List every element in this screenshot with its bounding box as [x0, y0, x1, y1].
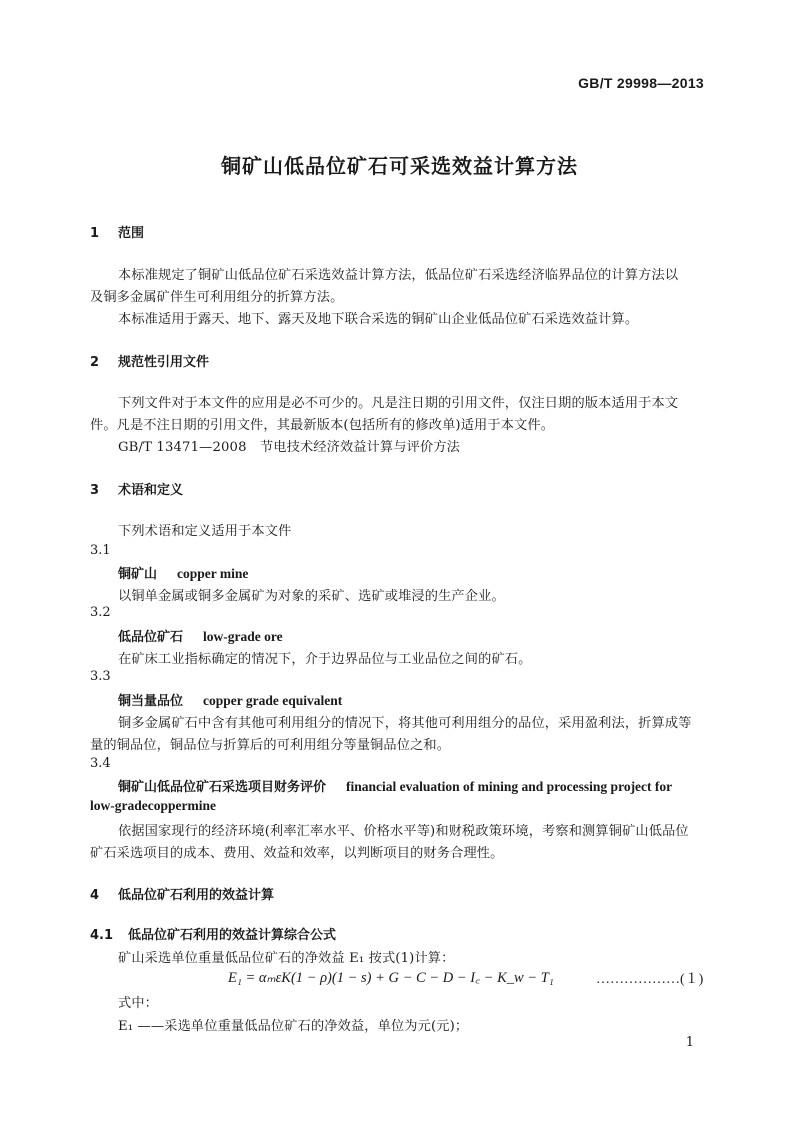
term-definition: 在矿床工业指标确定的情况下，介于边界品位与工业品位之间的矿石。 — [118, 652, 532, 667]
term-number: 3.4 — [90, 756, 111, 771]
term-heading — [118, 563, 248, 582]
terms-intro: 下列术语和定义适用于本文件 — [118, 524, 292, 539]
term-zh: 低品位矿石 — [118, 630, 184, 645]
section-heading-2 — [90, 351, 209, 370]
term-definition-line: 铜多金属矿石中含有其他可利用组分的情况下，将其他可利用组分的品位，采用盈利法，折算成等 — [118, 716, 692, 731]
formula-where: 式中： — [118, 996, 159, 1011]
term-definition: 以铜单金属或铜多金属矿为对象的采矿、选矿或堆浸的生产企业。 — [118, 589, 505, 604]
term-en: low-grade ore — [203, 629, 283, 644]
section-title: 规范性引用文件 — [118, 355, 210, 370]
term-definition-line: 量的铜品位，铜品位与折算后的可利用组分等量铜品位之和。 — [90, 738, 451, 753]
term-en-continued: low-gradecoppermine — [90, 798, 216, 813]
term-heading-continued — [90, 798, 216, 814]
section-number: 1 — [90, 226, 100, 241]
refs-paragraph-line: 件。凡是不注日期的引用文件，其最新版本(包括所有的修改单)适用于本文件。 — [90, 418, 555, 433]
formula-expression: E₁ = αₘεK(1 − ρ)(1 − s) + G − C − D − I꜀ − K_w − T₁ — [228, 970, 554, 986]
section-number: 2 — [90, 355, 100, 370]
document-title: 铜矿山低品位矿石可采选效益计算方法 — [221, 154, 578, 178]
formula-variable-definition: E₁ ——采选单位重量低品位矿石的净效益，单位为元(元)； — [118, 1019, 469, 1034]
term-en: financial evaluation of mining and processing project for — [346, 779, 673, 794]
scope-paragraph-line: 本标准规定了铜矿山低品位矿石采选效益计算方法，低品位矿石采选经济临界品位的计算方法以 — [118, 268, 679, 283]
term-number: 3.1 — [90, 543, 111, 558]
section-title: 低品位矿石利用的效益计算 — [118, 888, 275, 903]
subsection-heading-4-1 — [90, 924, 336, 943]
section-number: 4 — [90, 888, 100, 903]
term-en: copper mine — [177, 566, 249, 581]
term-definition-line: 矿石采选项目的成本、费用、效益和效率，以判断项目的财务合理性。 — [90, 846, 504, 861]
reference-document: GB/T 13471—2008 节电技术经济效益计算与评价方法 — [118, 440, 461, 455]
formula-intro: 矿山采选单位重量低品位矿石的净效益 E₁ 按式(1)计算： — [118, 951, 455, 966]
page-number: 1 — [685, 1035, 694, 1050]
term-zh: 铜矿山低品位矿石采选项目财务评价 — [118, 780, 327, 795]
term-zh: 铜矿山 — [118, 567, 158, 582]
section-title: 范围 — [118, 226, 145, 241]
term-number: 3.3 — [90, 669, 111, 684]
term-heading — [118, 776, 672, 795]
term-zh: 铜当量品位 — [118, 694, 184, 709]
scope-paragraph-line: 及铜多金属矿伴生可利用组分的折算方法。 — [90, 290, 344, 305]
section-heading-3 — [90, 479, 183, 498]
section-heading-1 — [90, 222, 144, 241]
term-en: copper grade equivalent — [203, 693, 343, 708]
term-number: 3.2 — [90, 605, 111, 620]
section-title: 低品位矿石利用的效益计算综合公式 — [128, 928, 337, 943]
section-title: 术语和定义 — [118, 483, 184, 498]
scope-paragraph: 本标准适用于露天、地下、露天及地下联合采选的铜矿山企业低品位矿石采选效益计算。 — [118, 312, 639, 327]
standard-number: GB/T 29998—2013 — [578, 75, 704, 91]
term-heading — [118, 626, 283, 645]
section-number: 4.1 — [90, 928, 114, 943]
section-number: 3 — [90, 483, 100, 498]
section-heading-4 — [90, 884, 274, 903]
refs-paragraph-line: 下列文件对于本文件的应用是必不可少的。凡是注日期的引用文件，仅注日期的版本适用于本文 — [118, 396, 679, 411]
term-heading — [118, 690, 342, 709]
term-definition-line: 依据国家现行的经济环境(利率汇率水平、价格水平等)和财税政策环境，考察和测算铜矿山低品位 — [118, 824, 689, 839]
equation-number: ………………(１) — [596, 972, 704, 987]
